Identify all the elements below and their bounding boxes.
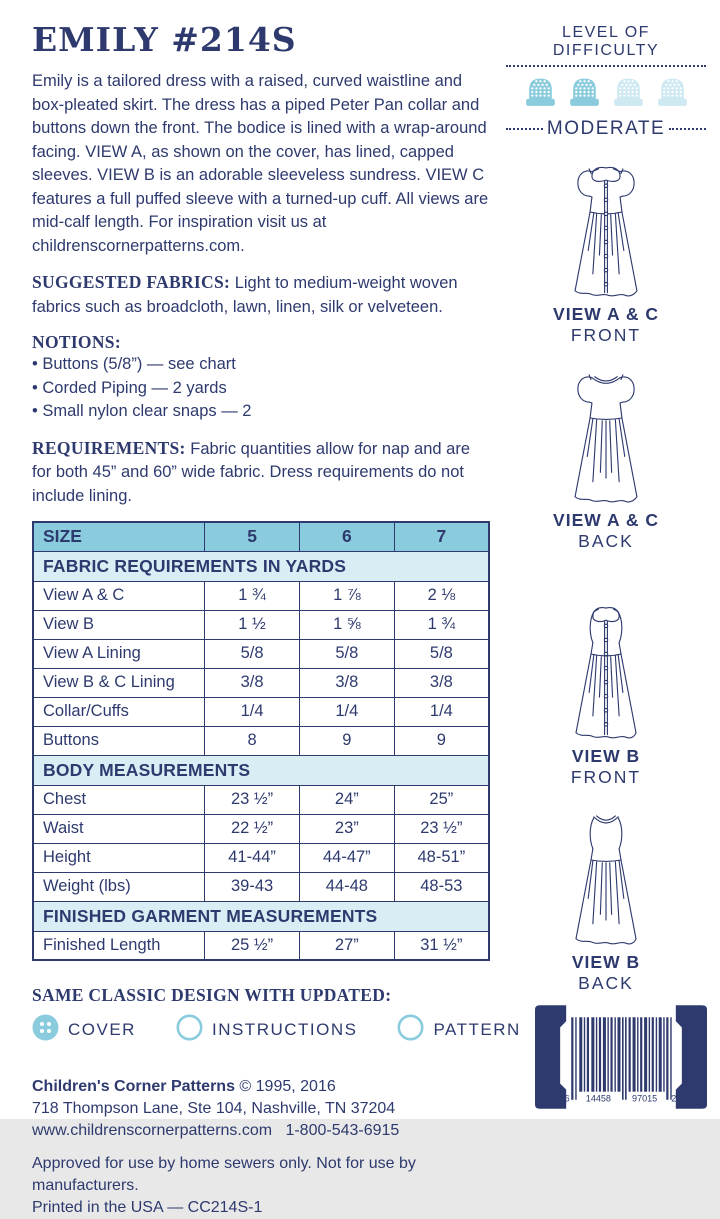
thimble-filled-icon: [566, 75, 603, 112]
footer-company-line: [32, 1076, 492, 1098]
dotted-divider: [669, 128, 706, 130]
dress-b-front-illustration: [530, 594, 682, 744]
requirements-heading: REQUIREMENTS:: [32, 437, 186, 458]
data-cell: 23”: [299, 814, 394, 843]
notions-item: • Buttons (5/8”) — see chart: [32, 353, 492, 377]
table-row: [33, 901, 489, 931]
left-column: [32, 20, 521, 1219]
data-cell: 8: [205, 726, 300, 755]
description-paragraph: Emily is a tailored dress with a raised, curved waistline and box-pleated skirt. The dress has a piped Peter Pan collar and buttons down the front. The bodice is lined with a wrap-around facing. VIEW A, as shown on the cover, has lined, capped sleeves. VIEW B is an adorable sleeveless sundress. VIEW C features a full puffed sleeve with a turned-up cuff. All views are mid-calf length. For inspiration visit us at childrenscornerpatterns.com.: [32, 72, 489, 255]
data-cell: 5/8: [394, 639, 489, 668]
section-header-cell: FABRIC REQUIREMENTS IN YARDS: [33, 551, 489, 581]
view-sub-label: BACK: [578, 973, 634, 993]
notions-heading: NOTIONS:: [32, 332, 121, 352]
data-cell: 24”: [299, 785, 394, 814]
button-outline-icon: [176, 1014, 203, 1046]
header-cell: 6: [299, 522, 394, 551]
notions-section: [32, 332, 492, 424]
updated-option-label: INSTRUCTIONS: [211, 1020, 358, 1039]
notions-item: • Corded Piping — 2 yards: [32, 377, 492, 401]
barcode: [500, 1004, 712, 1115]
data-cell: 44-47”: [299, 843, 394, 872]
button-filled-icon: [32, 1014, 59, 1046]
data-cell: View B: [33, 610, 205, 639]
data-cell: Weight (lbs): [33, 872, 205, 901]
footer: [32, 1076, 492, 1219]
table-row: [33, 610, 489, 639]
view-sub-label: FRONT: [570, 767, 642, 787]
data-cell: View A Lining: [33, 639, 205, 668]
data-cell: 27”: [299, 931, 394, 960]
copyright: © 1995, 2016: [239, 1078, 336, 1095]
table-row: [33, 697, 489, 726]
data-cell: 39-43: [205, 872, 300, 901]
data-cell: Height: [33, 843, 205, 872]
table-row: [33, 551, 489, 581]
dress-b-back-illustration: [530, 800, 682, 950]
data-cell: 48-53: [394, 872, 489, 901]
page-title: EMILY #214S: [32, 20, 297, 59]
updated-option-label: COVER: [68, 1020, 136, 1039]
figure-view-ac-back: [500, 358, 712, 552]
barcode-spool-graphic: [533, 1004, 709, 1110]
updated-option-cover: [32, 1014, 136, 1046]
figure-view-ac-front: [500, 152, 712, 346]
table-row: [33, 872, 489, 901]
thimble-icon: [522, 75, 559, 107]
table-row: [33, 785, 489, 814]
dress-ac-front-illustration: [530, 152, 682, 302]
data-cell: 22 ½”: [205, 814, 300, 843]
barcode-digit: 14458: [585, 1093, 611, 1104]
section-header-cell: BODY MEASUREMENTS: [33, 755, 489, 785]
table-row: [33, 843, 489, 872]
data-cell: 25”: [394, 785, 489, 814]
data-cell: 1/4: [299, 697, 394, 726]
difficulty-level-row: [506, 118, 706, 140]
data-cell: 48-51”: [394, 843, 489, 872]
data-cell: 1/4: [205, 697, 300, 726]
notions-list: [32, 353, 492, 424]
view-label: VIEW A & C: [553, 304, 659, 324]
barcode-digit: 6: [564, 1093, 570, 1104]
data-cell: 23 ½”: [394, 814, 489, 843]
table-row: [33, 522, 489, 551]
view-label: VIEW B: [571, 952, 641, 972]
data-cell: 3/8: [394, 668, 489, 697]
requirements-text: Fabric quantities allow for nap and are for both 45” and 60” wide fabric. Dress requirements do not include lining.: [32, 439, 470, 505]
table-row: [33, 814, 489, 843]
data-cell: 3/8: [205, 668, 300, 697]
updated-section: [32, 985, 521, 1046]
view-label: VIEW B: [571, 746, 641, 766]
data-cell: 1 ¾: [394, 610, 489, 639]
thimble-icon: [654, 75, 691, 107]
difficulty-heading: LEVEL OF DIFFICULTY: [506, 24, 706, 67]
data-cell: View A & C: [33, 581, 205, 610]
data-cell: 9: [394, 726, 489, 755]
barcode-digit: 97015: [632, 1093, 658, 1104]
suggested-fabrics-text: Light to medium-weight woven fabrics such as broadcloth, lawn, linen, silk or velveteen.: [32, 274, 458, 316]
size-chart: [32, 521, 490, 961]
data-cell: Chest: [33, 785, 205, 814]
barcode-digit: 2: [671, 1093, 677, 1104]
data-cell: 2 ⅛: [394, 581, 489, 610]
table-row: [33, 668, 489, 697]
data-cell: 1 ⅝: [299, 610, 394, 639]
table-row: [33, 931, 489, 960]
data-cell: 25 ½”: [205, 931, 300, 960]
view-sub-label: BACK: [578, 531, 634, 551]
view-sub-label: FRONT: [570, 325, 642, 345]
thimble-empty-icon: [654, 75, 691, 112]
updated-option-label: PATTERN: [433, 1020, 521, 1039]
updated-heading: SAME CLASSIC DESIGN WITH UPDATED:: [32, 985, 392, 1005]
thimble-icon: [610, 75, 647, 107]
header-cell: 5: [205, 522, 300, 551]
requirements-paragraph: [32, 437, 492, 509]
data-cell: 23 ½”: [205, 785, 300, 814]
table-row: [33, 726, 489, 755]
updated-option-instructions: [176, 1014, 358, 1046]
printed-text: Printed in the USA — CC214S-1: [32, 1199, 263, 1216]
updated-options: [32, 1014, 521, 1046]
thimble-filled-icon: [522, 75, 559, 112]
table-row: [33, 639, 489, 668]
thimble-icon: [566, 75, 603, 107]
thimble-empty-icon: [610, 75, 647, 112]
thimble-row: [500, 75, 712, 112]
view-label: VIEW A & C: [553, 510, 659, 530]
dress-ac-back-illustration: [530, 358, 682, 508]
suggested-fabrics-paragraph: [32, 271, 492, 319]
data-cell: 5/8: [299, 639, 394, 668]
data-cell: 31 ½”: [394, 931, 489, 960]
difficulty-level-label: MODERATE: [546, 118, 666, 139]
data-cell: 1 ¾: [205, 581, 300, 610]
figure-view-b-front: [500, 594, 712, 788]
data-cell: Collar/Cuffs: [33, 697, 205, 726]
footer-contact-line: [32, 1120, 492, 1142]
size-chart-body: [33, 522, 489, 960]
figure-view-b-back: [500, 800, 712, 994]
data-cell: 41-44”: [205, 843, 300, 872]
data-cell: Waist: [33, 814, 205, 843]
header-cell: 7: [394, 522, 489, 551]
header-cell: SIZE: [33, 522, 205, 551]
section-header-cell: FINISHED GARMENT MEASUREMENTS: [33, 901, 489, 931]
data-cell: 5/8: [205, 639, 300, 668]
footer-legal: [32, 1153, 492, 1219]
data-cell: 1 ⅞: [299, 581, 394, 610]
data-cell: Buttons: [33, 726, 205, 755]
table-row: [33, 581, 489, 610]
data-cell: 1/4: [394, 697, 489, 726]
button-outline-icon: [397, 1014, 424, 1046]
company-name: Children's Corner Patterns: [32, 1078, 235, 1095]
data-cell: 1 ½: [205, 610, 300, 639]
notions-item: • Small nylon clear snaps — 2: [32, 400, 492, 424]
data-cell: Finished Length: [33, 931, 205, 960]
data-cell: 44-48: [299, 872, 394, 901]
suggested-fabrics-heading: SUGGESTED FABRICS:: [32, 272, 231, 292]
footer-address: 718 Thompson Lane, Ste 104, Nashville, TN 37204: [32, 1100, 396, 1117]
data-cell: 3/8: [299, 668, 394, 697]
website: www.childrenscornerpatterns.com: [32, 1122, 273, 1139]
phone: 1-800-543-6915: [285, 1122, 400, 1139]
right-column: [500, 24, 712, 1115]
data-cell: 9: [299, 726, 394, 755]
approval-text: Approved for use by home sewers only. Not for use by manufacturers.: [32, 1155, 416, 1194]
dotted-divider: [506, 128, 543, 130]
table-row: [33, 755, 489, 785]
data-cell: View B & C Lining: [33, 668, 205, 697]
